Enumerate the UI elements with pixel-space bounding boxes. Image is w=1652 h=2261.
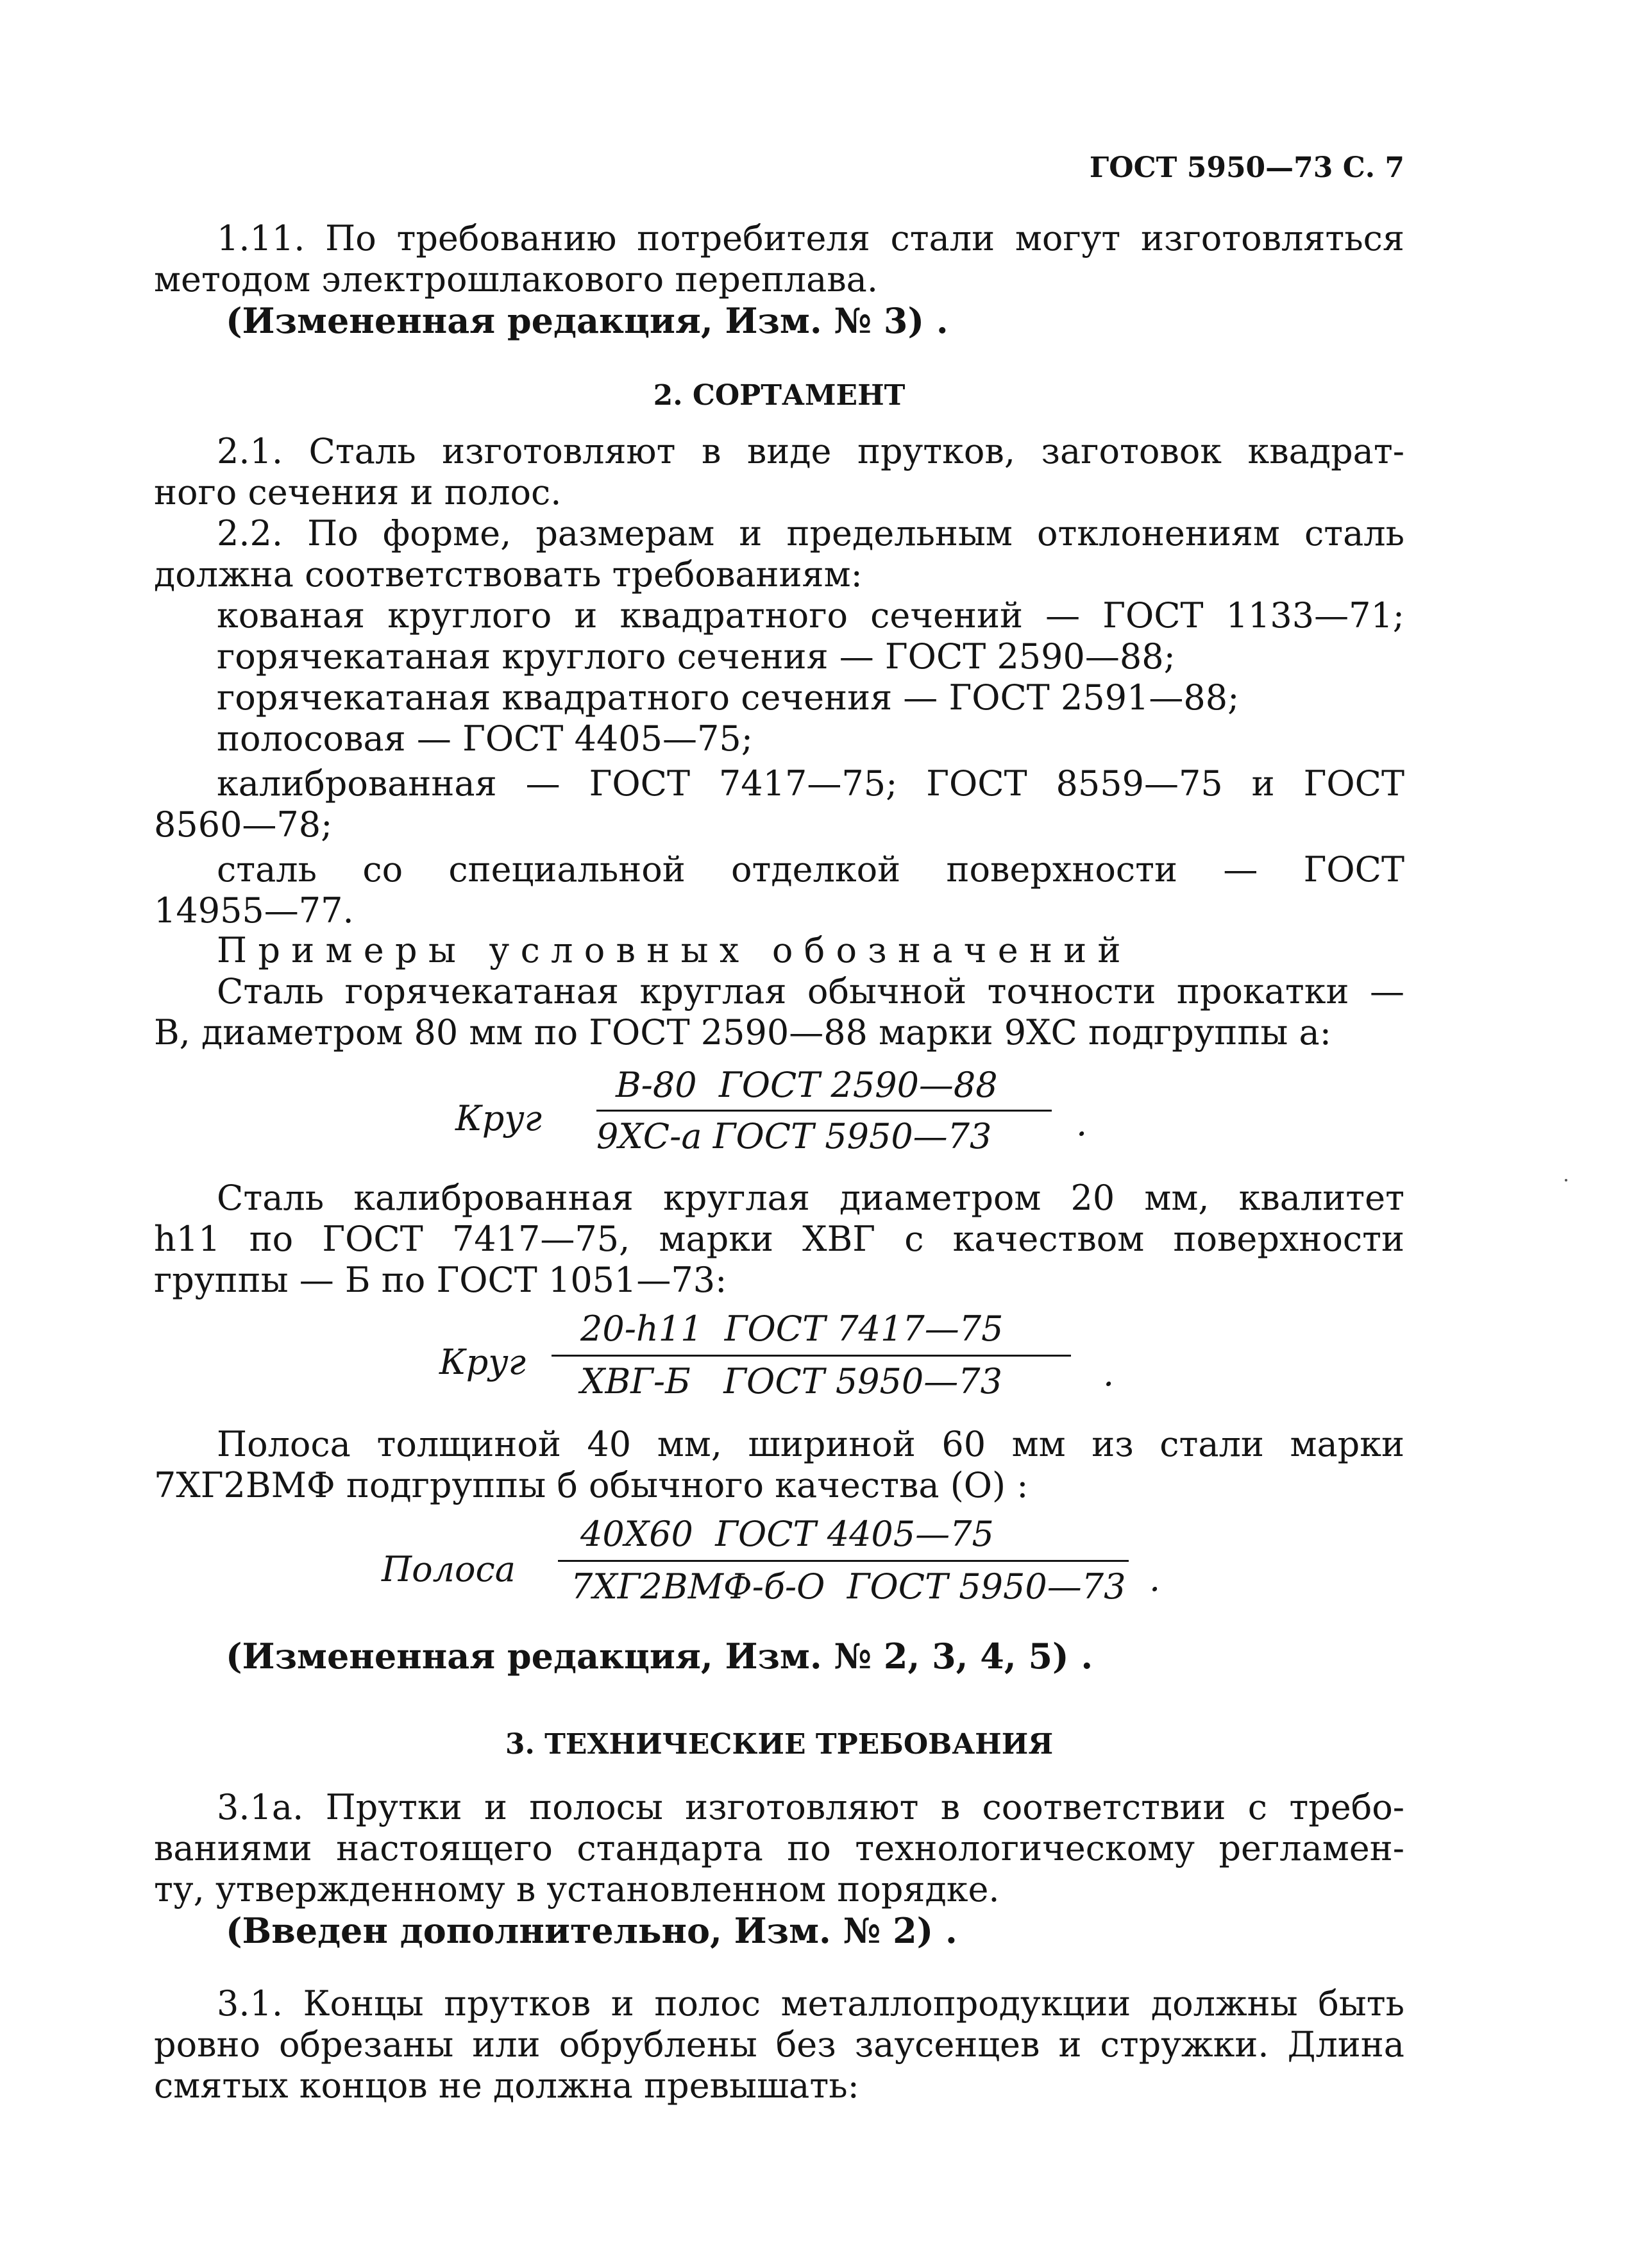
formula-label: Круг <box>455 1098 542 1139</box>
formula-end: . <box>1149 1559 1161 1599</box>
standard-list-item: горячекатаная квадратного сечения — ГОСТ 2591—88; <box>217 677 1240 718</box>
example-2-text: группы — Б по ГОСТ 1051—73: <box>154 1260 727 1300</box>
examples-title: Примеры условных обозначений <box>217 930 1132 970</box>
formula-numerator: 40Х60 ГОСТ 4405—75 <box>580 1514 994 1554</box>
example-1-text: В, диаметром 80 мм по ГОСТ 2590—88 марки 9ХС подгруппы а: <box>154 1012 1331 1053</box>
formula-denominator: ХВГ-Б ГОСТ 5950—73 <box>580 1361 1002 1401</box>
example-1-text: Сталь горячекатаная круглая обычной точности прокатки — <box>217 971 1404 1012</box>
amendment-note: (Измененная редакция, Изм. № 3) . <box>226 300 948 341</box>
fraction-bar <box>558 1560 1129 1562</box>
paragraph-2-1-line: ного сечения и полос. <box>154 472 562 512</box>
paragraph-2-1-line: 2.1. Сталь изготовляют в виде прутков, заготовок квадрат- <box>217 431 1404 471</box>
paragraph-2-2-line: должна соответствовать требованиям: <box>154 554 863 595</box>
section-heading: 2. СОРТАМЕНТ <box>653 379 906 412</box>
amendment-note: (Измененная редакция, Изм. № 2, 3, 4, 5) . <box>226 1636 1093 1677</box>
fraction-bar <box>596 1110 1052 1112</box>
fraction-bar <box>552 1355 1071 1357</box>
paragraph-1-11-line: методом электрошлакового переплава. <box>154 259 879 300</box>
standard-list-item: полосовая — ГОСТ 4405—75; <box>217 718 753 759</box>
formula-label: Круг <box>439 1342 526 1382</box>
standard-list-item: 8560—78; <box>154 804 333 845</box>
paragraph-2-2-line: 2.2. По форме, размерам и предельным отклонениям сталь <box>217 513 1404 554</box>
formula-numerator: 20-h11 ГОСТ 7417—75 <box>580 1308 1004 1349</box>
formula-denominator: 9ХС-а ГОСТ 5950—73 <box>596 1116 992 1156</box>
scan-speck <box>1565 1179 1567 1181</box>
example-3-text: 7ХГ2ВМФ подгруппы б обычного качества (О) : <box>154 1465 1029 1505</box>
example-2-text: Сталь калиброванная круглая диаметром 20 мм, квалитет <box>217 1178 1404 1218</box>
standard-list-item: сталь со специальной отделкой поверхности — ГОСТ <box>217 849 1404 890</box>
standard-list-item: 14955—77. <box>154 890 354 931</box>
example-3-text: Полоса толщиной 40 мм, шириной 60 мм из стали марки <box>217 1424 1404 1464</box>
paragraph-3-1-line: 3.1. Концы прутков и полос металлопродукции должны быть <box>217 1983 1404 2024</box>
formula-denominator: 7ХГ2ВМФ-б-О ГОСТ 5950—73 <box>571 1566 1126 1607</box>
paragraph-3-1-line: ровно обрезаны или обрублены без заусенцев и стружки. Длина <box>154 2024 1404 2065</box>
amendment-note: (Введен дополнительно, Изм. № 2) . <box>226 1910 957 1951</box>
standard-list-item: калиброванная — ГОСТ 7417—75; ГОСТ 8559—75 и ГОСТ <box>217 763 1404 804</box>
paragraph-3-1a-line: ваниями настоящего стандарта по технологическому регламен- <box>154 1828 1404 1868</box>
example-2-text: h11 по ГОСТ 7417—75, марки ХВГ с качеством поверхности <box>154 1219 1404 1259</box>
paragraph-3-1-line: смятых концов не должна превышать: <box>154 2065 859 2106</box>
paragraph-3-1a-line: ту, утвержденному в установленном порядке. <box>154 1869 1000 1910</box>
paragraph-1-11-line: 1.11. По требованию потребителя стали могут изготовляться <box>217 218 1404 258</box>
formula-label: Полоса <box>382 1549 516 1589</box>
standard-list-item: горячекатаная круглого сечения — ГОСТ 2590—88; <box>217 636 1176 677</box>
section-heading: 3. ТЕХНИЧЕСКИЕ ТРЕБОВАНИЯ <box>505 1728 1054 1761</box>
paragraph-3-1a-line: 3.1а. Прутки и полосы изготовляют в соответствии с требо- <box>217 1787 1404 1827</box>
formula-end: . <box>1103 1353 1115 1394</box>
formula-end: . <box>1076 1103 1088 1144</box>
standard-list-item: кованая круглого и квадратного сечений — ГОСТ 1133—71; <box>217 595 1404 636</box>
formula-numerator: В-80 ГОСТ 2590—88 <box>616 1065 998 1105</box>
running-header: ГОСТ 5950—73 С. 7 <box>1089 151 1404 184</box>
